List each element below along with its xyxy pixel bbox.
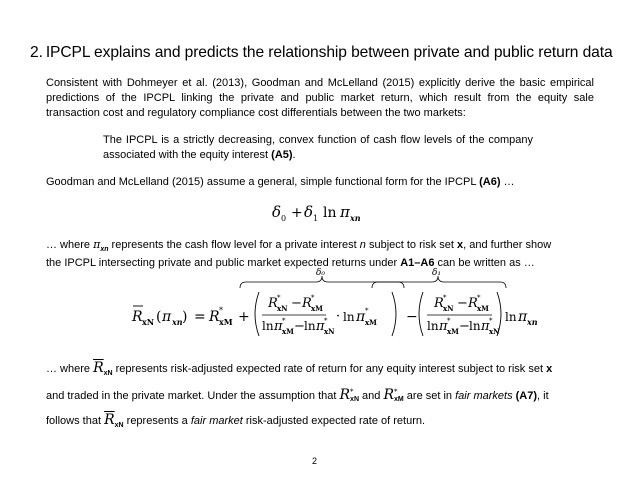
eq2-sub-xn-left: xn xyxy=(172,317,183,327)
eq1-delta0: δ xyxy=(272,203,282,221)
assumption-a5-end: . xyxy=(292,149,296,161)
eq2-pi-mid: π xyxy=(356,309,366,325)
rbar-def-text: represents risk-adjusted expected rate of return for any equity interest subject to risk set xyxy=(112,363,547,375)
frac2-num-R1: R xyxy=(434,296,444,311)
frac1-num-R2: R xyxy=(302,296,312,311)
cash-flow-n: n xyxy=(359,239,366,251)
conclusion-text2: represents a xyxy=(123,415,191,427)
big-lpar-2 xyxy=(419,292,423,336)
eq2-sub-mid: xM xyxy=(365,318,377,327)
frac2-den-pi2: π xyxy=(481,319,490,334)
eq2-sub-xN-left: xN xyxy=(142,317,155,327)
eq2-cdot: · xyxy=(336,309,341,324)
big-lpar-1 xyxy=(255,292,259,336)
eq2-star-xM: * xyxy=(219,306,223,315)
assumption-a5-text: The IPCPL is a strictly decreasing, convex function of cash flow levels of the company associated with the equity interest xyxy=(103,134,533,161)
eq2-equals: = xyxy=(194,309,206,325)
conclusion-text: follows that xyxy=(46,415,105,427)
frac1-den-ln1: ln xyxy=(262,319,274,333)
slide-heading: 2. IPCPL explains and predicts the relationship between private and public return data xyxy=(30,44,613,61)
frac2-den-ln2: ln xyxy=(469,319,481,333)
fair-markets-star2: * xyxy=(394,388,398,397)
rbar-def-R: $\overline{R}$ xyxy=(93,360,104,376)
frac2-num-sub2: xM xyxy=(477,304,489,313)
eq2-plus: + xyxy=(238,309,250,325)
intersection-end: can be written as … xyxy=(434,257,535,269)
frac2-den-ln1: ln xyxy=(427,319,439,333)
frac2-den-pi1: π xyxy=(439,319,448,334)
frac2-den-sub1: xM xyxy=(447,327,459,336)
eq1-delta1: δ xyxy=(304,203,314,221)
fair-markets-text2: are set in xyxy=(403,390,456,402)
intro-paragraph: Consistent with Dohmeyer et al. (2013), Goodman and McLelland (2015) explicitly derive the basic empirical predictions of the IPCPL linking the private and public market return, which result from the equity sale transaction cost and regulatory compliance cost differentials between the two markets: xyxy=(46,77,594,119)
cash-flow-sub: xn xyxy=(100,246,109,254)
intersection-ref: A1–A6 xyxy=(400,257,435,269)
cash-flow-pi: π xyxy=(93,238,101,251)
frac1-den-sub1: xM xyxy=(282,327,294,336)
eq1-pi: π xyxy=(340,203,350,221)
cash-flow-text2: subject to risk set xyxy=(365,239,457,251)
eq1-subxn: xn xyxy=(350,213,361,223)
eq2-ln-right: ln xyxy=(505,310,517,324)
fair-markets-and: and xyxy=(359,390,384,402)
frac1-num-star1: * xyxy=(277,294,281,302)
big-rpar-1 xyxy=(392,292,396,336)
fair-markets-term: fair markets xyxy=(455,390,513,402)
conclusion-text3: risk-adjusted expected rate of return. xyxy=(242,415,426,427)
eq2-ln-mid: ln xyxy=(343,310,355,324)
ipcpl-equation xyxy=(272,200,382,226)
intersection-text: the IPCPL intersecting private and public market expected returns under xyxy=(46,257,401,269)
eq2-star-mid: * xyxy=(365,307,369,315)
frac2-den-star1: * xyxy=(447,317,451,325)
cash-flow-text3: , and further show xyxy=(463,239,552,251)
functional-form-ref: (A6) xyxy=(479,176,501,188)
rbar-def-where: … where xyxy=(46,363,94,375)
fair-markets-sub2: xM xyxy=(394,396,404,404)
frac1-num-star2: * xyxy=(311,294,315,302)
conclusion-line xyxy=(46,412,425,429)
conclusion-term: fair market xyxy=(190,415,243,427)
frac1-den-sub2: xN xyxy=(324,327,335,336)
eq1-ln: ln xyxy=(323,205,337,221)
fair-markets-text: and traded in the private market. Under the assumption that xyxy=(46,390,340,402)
assumption-a5 xyxy=(103,133,533,163)
frac2-num-R2: R xyxy=(468,296,478,311)
frac2-num-star1: * xyxy=(443,294,447,302)
cash-flow-text: represents the cash flow level for a private interest xyxy=(108,239,360,251)
frac1-den-star1: * xyxy=(282,317,286,325)
frac1-den-pi2: π xyxy=(316,319,325,334)
fair-markets-line xyxy=(46,387,549,403)
eq2-sub-right: xn xyxy=(527,317,538,327)
eq1-plus: + xyxy=(291,205,303,221)
fair-markets-R2: R xyxy=(383,387,395,403)
frac2-den-star2: * xyxy=(489,317,493,325)
frac2-num-star2: * xyxy=(477,294,481,302)
conclusion-R: $\overline{R}$ xyxy=(104,412,115,428)
fair-markets-R1: R xyxy=(339,387,351,403)
frac2-num-minus: − xyxy=(457,296,468,311)
frac1-den-star2: * xyxy=(324,317,328,325)
frac1-den-minus: − xyxy=(294,319,305,334)
eq2-sub-xM: xM xyxy=(219,317,233,327)
fair-markets-ref: (A7) xyxy=(512,390,538,402)
cash-flow-where: … where xyxy=(46,239,94,251)
frac2-num-sub1: xN xyxy=(443,304,454,313)
fair-markets-sub1: xN xyxy=(350,396,359,404)
eq2-rpar-left: ) xyxy=(182,309,188,325)
rbar-definition-line xyxy=(46,360,552,377)
frac1-num-minus: − xyxy=(291,296,302,311)
functional-form-end: … xyxy=(500,176,515,188)
intersection-equation xyxy=(0,268,638,348)
rbar-def-sub: xN xyxy=(103,370,113,378)
brace-label-delta0: δ₀ xyxy=(316,268,326,278)
rbar-def-x: x xyxy=(546,363,553,375)
brace-label-delta1: δ₁ xyxy=(432,268,442,278)
frac1-num-sub1: xN xyxy=(277,304,288,313)
page-number: 2 xyxy=(312,456,318,466)
eq2-pi-right: π xyxy=(518,309,528,325)
eq2-R-xM: R xyxy=(209,309,220,325)
conclusion-sub: xN xyxy=(114,422,124,430)
functional-form-text: Goodman and McLelland (2015) assume a general, simple functional form for the IPCPL xyxy=(46,176,480,188)
frac1-num-sub2: xM xyxy=(311,304,323,313)
frac1-den-pi1: π xyxy=(274,319,283,334)
eq1-sub0: 0 xyxy=(281,214,287,223)
functional-form-line xyxy=(46,176,515,188)
assumption-a5-ref: (A5) xyxy=(271,149,293,161)
cash-flow-x: x xyxy=(457,239,464,251)
eq2-lpar-left: ( xyxy=(156,309,162,325)
frac1-den-ln2: ln xyxy=(304,319,316,333)
frac2-den-minus: − xyxy=(459,319,470,334)
fair-markets-end: , it xyxy=(537,390,549,402)
eq1-sub1: 1 xyxy=(313,214,319,223)
frac1-num-R1: R xyxy=(268,296,278,311)
fair-markets-star1: * xyxy=(350,388,354,397)
frac2-den-sub2: xN xyxy=(489,327,500,336)
cash-flow-line xyxy=(46,238,551,253)
eq2-minus-between: − xyxy=(406,309,418,325)
eq2-pi-left: π xyxy=(162,309,172,325)
eq2-R-left: R xyxy=(132,309,143,325)
